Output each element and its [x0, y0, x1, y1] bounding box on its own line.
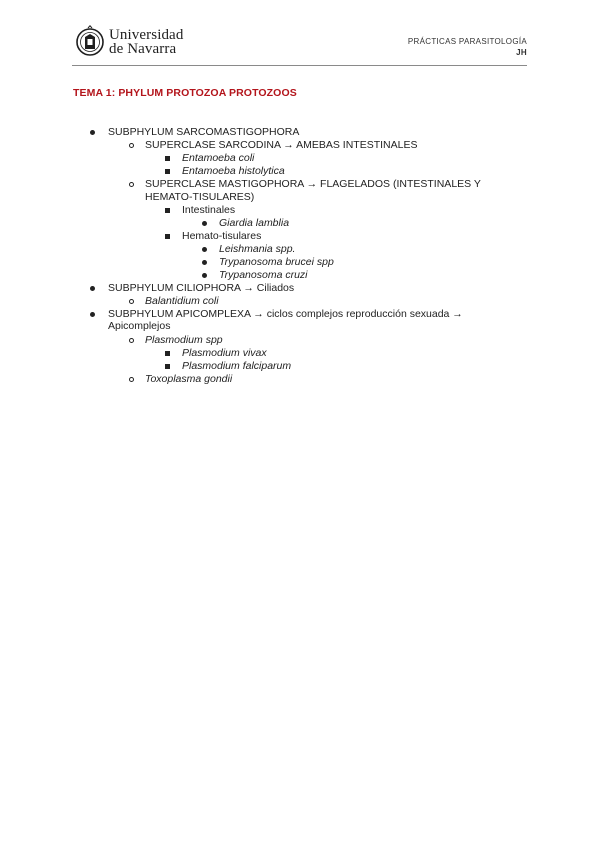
disc-bullet: [202, 221, 207, 226]
list-item: [0, 230, 600, 243]
list-item: [0, 139, 600, 152]
list-item: [0, 126, 600, 139]
circle-bullet: [129, 377, 134, 382]
list-item-text: Toxoplasma gondii: [145, 373, 233, 385]
square-bullet: [165, 156, 170, 161]
header-course-title: PRÁCTICAS PARASITOLOGÍA: [407, 37, 527, 46]
page-title: TEMA 1: PHYLUM PROTOZOA PROTOZOOS: [73, 87, 297, 99]
circle-bullet: [129, 182, 134, 187]
list-item-text: Leishmania spp.: [219, 243, 296, 255]
list-item-text: Plasmodium falciparum: [182, 360, 292, 372]
list-item: [0, 217, 600, 230]
list-item: [0, 295, 600, 308]
circle-bullet: [129, 299, 134, 304]
outline-list: [0, 126, 600, 386]
square-bullet: [165, 169, 170, 174]
list-item: [0, 347, 600, 360]
university-logo: [75, 24, 185, 60]
list-item-text: Intestinales: [182, 204, 236, 216]
list-item: [0, 243, 600, 256]
list-item: [0, 360, 600, 373]
page-header: [0, 0, 600, 70]
list-item-text: Hemato-tisulares: [182, 230, 262, 242]
list-item: [0, 308, 600, 334]
list-item: [0, 373, 600, 386]
list-item: [0, 282, 600, 295]
logo-text-line1: Universidad: [109, 27, 184, 43]
square-bullet: [165, 364, 170, 369]
list-item-text: Giardia lamblia: [219, 217, 290, 229]
list-item-text-continued: Apicomplejos: [108, 320, 171, 332]
list-item: [0, 165, 600, 178]
list-item-text-continued: HEMATO-TISULARES): [145, 191, 255, 203]
disc-bullet: [202, 247, 207, 252]
square-bullet: [165, 234, 170, 239]
list-item-text: SUBPHYLUM APICOMPLEXA → ciclos complejos reproducción sexuada →: [108, 308, 463, 320]
header-divider: [72, 65, 527, 66]
list-item-text: SUBPHYLUM SARCOMASTIGOPHORA: [108, 126, 300, 138]
list-item-text: Balantidium coli: [145, 295, 219, 307]
list-item-text: Entamoeba coli: [182, 152, 255, 164]
square-bullet: [165, 351, 170, 356]
disc-bullet: [90, 286, 95, 291]
university-seal-icon: [75, 25, 105, 59]
list-item-text: Plasmodium spp: [145, 334, 223, 346]
list-item-text: SUBPHYLUM CILIOPHORA → Ciliados: [108, 282, 295, 294]
list-item: [0, 334, 600, 347]
list-item: [0, 204, 600, 217]
list-item: [0, 178, 600, 204]
header-course-label: [408, 36, 527, 58]
list-item: [0, 152, 600, 165]
circle-bullet: [129, 338, 134, 343]
disc-bullet: [90, 130, 95, 135]
list-item-text: Entamoeba histolytica: [182, 165, 285, 177]
logo-text-line2: de Navarra: [109, 41, 177, 57]
disc-bullet: [202, 260, 207, 265]
list-item-text: SUPERCLASE SARCODINA → AMEBAS INTESTINALES: [145, 139, 418, 151]
circle-bullet: [129, 143, 134, 148]
list-item-text: Trypanosoma brucei spp: [219, 256, 334, 268]
list-item-text: Plasmodium vivax: [182, 347, 267, 359]
disc-bullet: [202, 273, 207, 278]
disc-bullet: [90, 312, 95, 317]
list-item-text: SUPERCLASE MASTIGOPHORA → FLAGELADOS (INTESTINALES Y: [145, 178, 481, 190]
header-initials: JH: [516, 48, 527, 57]
list-item-text: Trypanosoma cruzi: [219, 269, 308, 281]
square-bullet: [165, 208, 170, 213]
list-item: [0, 256, 600, 269]
list-item: [0, 269, 600, 282]
